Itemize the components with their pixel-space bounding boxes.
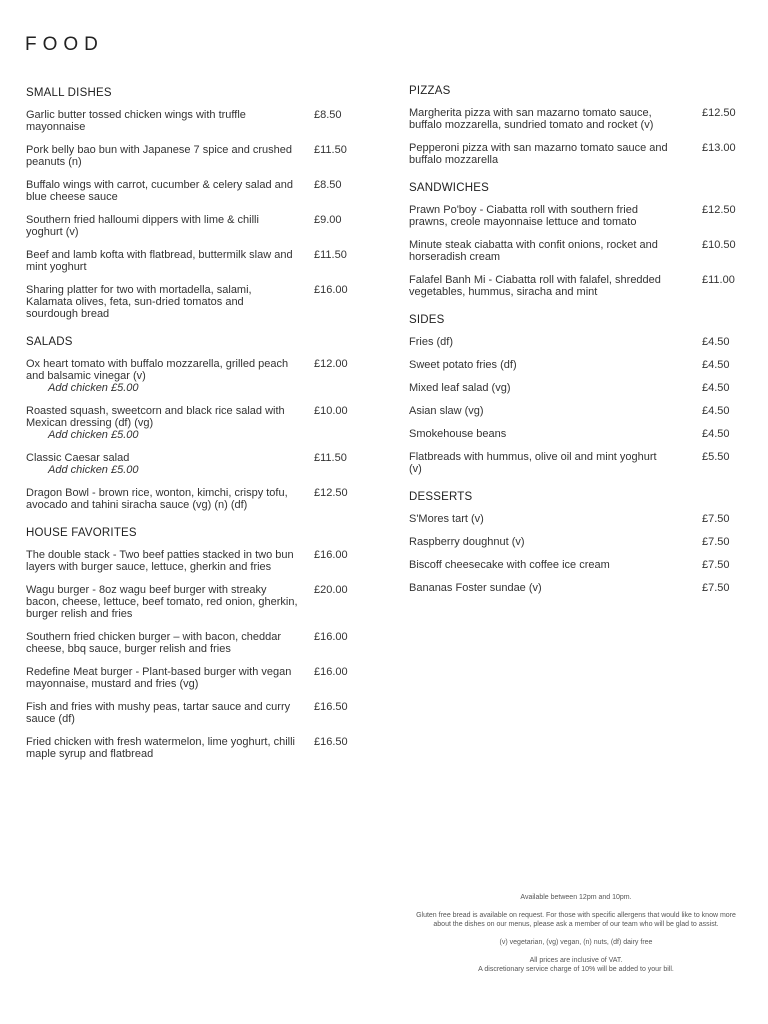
dietary-key: (v) vegetarian, (vg) vegan, (n) nuts, (df) dairy free [499, 939, 653, 946]
menu-item-price: £20.00 [314, 584, 348, 596]
menu-item [409, 382, 754, 394]
allergen-note: Gluten free bread is available on request. For those with specific allergens that would like to know more about the dishes on our menus, please ask a member of our team who will be glad to assist. [416, 912, 736, 928]
menu-item [26, 701, 366, 725]
menu-column-left [26, 87, 366, 776]
menu-item-name: Fried chicken with fresh watermelon, lime yoghurt, chilli maple syrup and flatbread [26, 736, 295, 760]
menu-item-name: Beef and lamb kofta with flatbread, buttermilk slaw and mint yoghurt [26, 249, 293, 273]
menu-item-description [409, 451, 671, 475]
section-desserts [409, 491, 754, 594]
menu-item-name: Biscoff cheesecake with coffee ice cream [409, 559, 610, 571]
menu-item-price: £11.00 [702, 274, 735, 286]
section-heading: PIZZAS [409, 85, 451, 97]
menu-item-price: £9.00 [314, 214, 342, 226]
menu-item-name: Buffalo wings with carrot, cucumber & celery salad and blue cheese sauce [26, 179, 293, 203]
menu-item-description [409, 274, 671, 298]
menu-item [409, 239, 754, 263]
menu-item [26, 666, 366, 690]
section-sandwiches [409, 182, 754, 298]
menu-item [409, 513, 754, 525]
menu-item [26, 358, 366, 394]
menu-item [26, 144, 366, 168]
menu-item-addon: Add chicken £5.00 [48, 464, 139, 476]
menu-item [26, 284, 366, 320]
menu-items [26, 109, 366, 320]
menu-item-price: £4.50 [702, 405, 730, 417]
section-heading: SALADS [26, 336, 73, 348]
menu-item [409, 274, 754, 298]
menu-item-price: £8.50 [314, 109, 342, 121]
menu-item-name: Redefine Meat burger - Plant-based burger with vegan mayonnaise, mustard and fries (vg) [26, 666, 292, 690]
menu-item [26, 452, 366, 476]
menu-item-description [26, 666, 298, 690]
menu-item-name: Southern fried chicken burger – with bacon, cheddar cheese, bbq sauce, burger relish and fries [26, 631, 281, 655]
section-salads [26, 336, 366, 511]
menu-item-price: £10.00 [314, 405, 348, 417]
section-heading: SANDWICHES [409, 182, 489, 194]
menu-item-price: £4.50 [702, 336, 730, 348]
menu-items [409, 513, 754, 594]
menu-item-name: S'Mores tart (v) [409, 513, 484, 525]
menu-item-description [409, 336, 671, 348]
menu-item-name: Bananas Foster sundae (v) [409, 582, 542, 594]
menu-items [26, 549, 366, 760]
menu-item-name: The double stack - Two beef patties stacked in two bun layers with burger sauce, lettuce, gherkin and fries [26, 549, 294, 573]
menu-item-name: Fries (df) [409, 336, 453, 348]
menu-item-name: Classic Caesar salad [26, 452, 130, 464]
menu-item [409, 451, 754, 475]
menu-item [26, 214, 366, 238]
menu-items [409, 336, 754, 475]
menu-item [409, 359, 754, 371]
menu-item [26, 584, 366, 620]
menu-item-addon: Add chicken £5.00 [48, 429, 139, 441]
menu-footer [410, 893, 742, 983]
menu-item-description [26, 144, 298, 168]
menu-item-description [26, 358, 298, 394]
menu-item-price: £13.00 [702, 142, 736, 154]
menu-item [409, 536, 754, 548]
menu-item-price: £8.50 [314, 179, 342, 191]
menu-item-price: £11.50 [314, 452, 347, 464]
availability-note: Available between 12pm and 10pm. [520, 894, 632, 901]
menu-item-addon: Add chicken £5.00 [48, 382, 139, 394]
menu-item-name: Sharing platter for two with mortadella, salami, Kalamata olives, feta, sun-dried tomatos and sourdough bread [26, 284, 252, 320]
menu-item-description [409, 142, 671, 166]
menu-item-description [409, 582, 671, 594]
menu-item-name: Dragon Bowl - brown rice, wonton, kimchi, crispy tofu, avocado and tahini siracha sauce (vg) (n) (df) [26, 487, 288, 511]
menu-item-description [26, 584, 298, 620]
service-charge-note: A discretionary service charge of 10% will be added to your bill. [478, 966, 674, 973]
section-heading: SIDES [409, 314, 445, 326]
menu-item-price: £7.50 [702, 536, 730, 548]
menu-item-price: £16.50 [314, 736, 348, 748]
menu-item [26, 487, 366, 511]
menu-item-name: Flatbreads with hummus, olive oil and mint yoghurt (v) [409, 451, 657, 475]
menu-item [26, 549, 366, 573]
menu-item-description [26, 701, 298, 725]
menu-item [26, 249, 366, 273]
menu-item-price: £16.50 [314, 701, 348, 713]
menu-item [26, 405, 366, 441]
section-pizzas [409, 85, 754, 166]
section-heading: SMALL DISHES [26, 87, 112, 99]
menu-item-price: £16.00 [314, 631, 348, 643]
menu-item-price: £10.50 [702, 239, 736, 251]
menu-item-name: Roasted squash, sweetcorn and black rice salad with Mexican dressing (df) (vg) [26, 405, 285, 429]
menu-item-description [26, 549, 298, 573]
menu-items [409, 204, 754, 298]
menu-item-description [409, 513, 671, 525]
menu-items [409, 107, 754, 166]
menu-item-name: Wagu burger - 8oz wagu beef burger with streaky bacon, cheese, lettuce, beef tomato, red onion, gherkin, burger relish and fries [26, 584, 298, 620]
menu-items [26, 358, 366, 511]
menu-item-description [409, 559, 671, 571]
menu-item-price: £7.50 [702, 582, 730, 594]
menu-item-name: Raspberry doughnut (v) [409, 536, 525, 548]
menu-item-description [409, 204, 671, 228]
menu-item [409, 405, 754, 417]
menu-item-name: Prawn Po'boy - Ciabatta roll with southern fried prawns, creole mayonnaise lettuce and tomato [409, 204, 638, 228]
menu-item-price: £7.50 [702, 559, 730, 571]
menu-item [409, 204, 754, 228]
menu-item-description [409, 107, 671, 131]
menu-item [409, 582, 754, 594]
menu-item-price: £16.00 [314, 666, 348, 678]
menu-item-price: £11.50 [314, 249, 347, 261]
section-house-favorites [26, 527, 366, 760]
menu-item-description [26, 179, 298, 203]
menu-item-description [409, 382, 671, 394]
menu-item-description [409, 359, 671, 371]
menu-item-price: £12.50 [702, 204, 736, 216]
menu-item-description [409, 536, 671, 548]
section-small-dishes [26, 87, 366, 320]
menu-item-name: Asian slaw (vg) [409, 405, 484, 417]
menu-item-name: Garlic butter tossed chicken wings with truffle mayonnaise [26, 109, 246, 133]
menu-item-description [26, 214, 298, 238]
menu-item-description [409, 239, 671, 263]
menu-column-right [409, 85, 754, 610]
menu-item [409, 559, 754, 571]
menu-item-name: Minute steak ciabatta with confit onions, rocket and horseradish cream [409, 239, 658, 263]
menu-item-description [26, 284, 298, 320]
menu-item [409, 428, 754, 440]
menu-item-price: £4.50 [702, 428, 730, 440]
menu-item-name: Smokehouse beans [409, 428, 507, 440]
menu-item [26, 736, 366, 760]
menu-item-price: £4.50 [702, 382, 730, 394]
menu-item [409, 336, 754, 348]
menu-item-price: £4.50 [702, 359, 730, 371]
menu-item-description [26, 487, 298, 511]
vat-note: All prices are inclusive of VAT. [529, 957, 623, 964]
menu-item-description [26, 249, 298, 273]
menu-item [26, 179, 366, 203]
menu-item-description [26, 736, 298, 760]
menu-item-price: £5.50 [702, 451, 730, 463]
pricing-note [410, 956, 742, 974]
menu-item-name: Pork belly bao bun with Japanese 7 spice and crushed peanuts (n) [26, 144, 293, 168]
menu-item [26, 109, 366, 133]
section-heading: DESSERTS [409, 491, 473, 503]
menu-item-description [26, 405, 298, 441]
menu-item-name: Ox heart tomato with buffalo mozzarella, grilled peach and balsamic vinegar (v) [26, 358, 289, 382]
menu-item [409, 142, 754, 166]
menu-item-name: Margherita pizza with san mazarno tomato sauce, buffalo mozzarella, sundried tomato and rocket (v) [409, 107, 654, 131]
menu-item-name: Falafel Banh Mi - Ciabatta roll with falafel, shredded vegetables, hummus, siracha and mint [409, 274, 661, 298]
menu-item-name: Sweet potato fries (df) [409, 359, 517, 371]
menu-item-price: £12.50 [314, 487, 348, 499]
menu-item-price: £12.00 [314, 358, 348, 370]
menu-item-price: £16.00 [314, 284, 348, 296]
section-sides [409, 314, 754, 475]
menu-item-description [409, 405, 671, 417]
menu-item-price: £12.50 [702, 107, 736, 119]
section-heading: HOUSE FAVORITES [26, 527, 137, 539]
menu-item-price: £7.50 [702, 513, 730, 525]
menu-item-name: Southern fried halloumi dippers with lime & chilli yoghurt (v) [26, 214, 259, 238]
menu-item-price: £11.50 [314, 144, 347, 156]
menu-item-description [26, 109, 298, 133]
page-title: FOOD [25, 34, 104, 55]
menu-item-price: £16.00 [314, 549, 348, 561]
menu-item-name: Pepperoni pizza with san mazarno tomato sauce and buffalo mozzarella [409, 142, 668, 166]
menu-item-name: Mixed leaf salad (vg) [409, 382, 511, 394]
menu-item [26, 631, 366, 655]
menu-item-description [409, 428, 671, 440]
menu-item-description [26, 631, 298, 655]
menu-item-name: Fish and fries with mushy peas, tartar sauce and curry sauce (df) [26, 701, 291, 725]
menu-item [409, 107, 754, 131]
menu-item-description [26, 452, 298, 476]
